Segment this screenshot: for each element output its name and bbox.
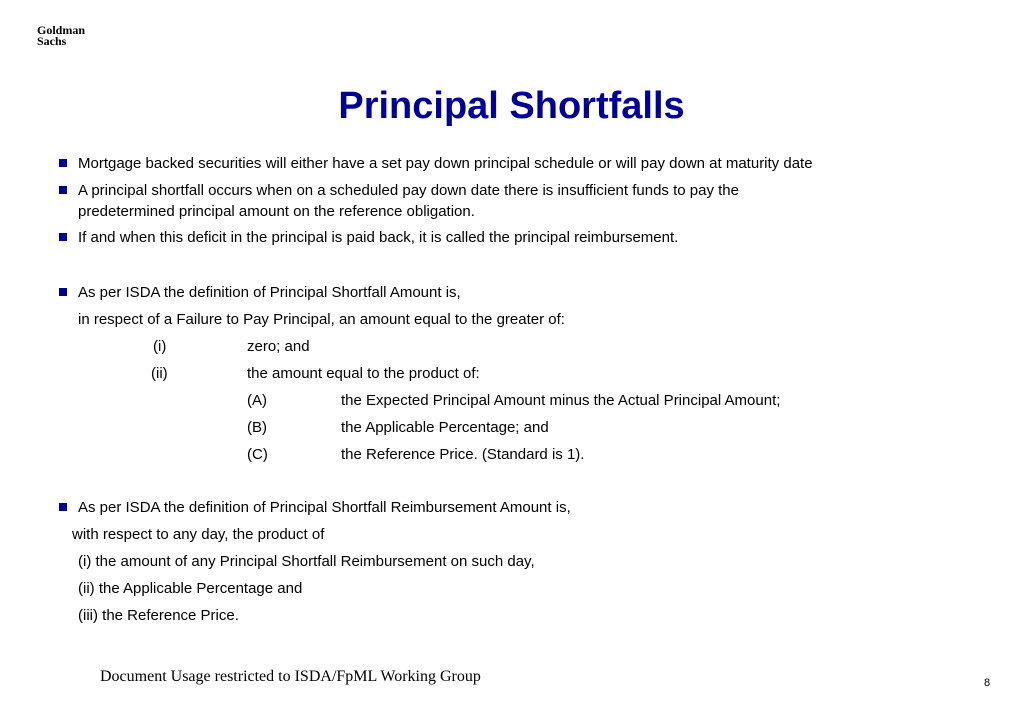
footer-usage-note: Document Usage restricted to ISDA/FpML Working Group [100,668,481,685]
bullet-square-icon [59,159,67,167]
goldman-sachs-logo [37,23,97,49]
shortfall-subitem-label-a: (A) [247,392,267,409]
bullet-square-icon [59,233,67,241]
shortfall-intro: in respect of a Failure to Pay Principal, an amount equal to the greater of: [78,311,565,328]
shortfall-item-text-1: zero; and [247,338,310,355]
reimbursement-heading: As per ISDA the definition of Principal Shortfall Reimbursement Amount is, [78,499,571,516]
logo-line-1: Goldman [37,23,86,37]
shortfall-subitem-label-c: (C) [247,446,268,463]
bullet-square-icon [59,503,67,511]
logo-line-2: Sachs [37,34,67,48]
shortfall-subitem-text-b: the Applicable Percentage; and [341,419,549,436]
bullet-square-icon [59,186,67,194]
page-title: Principal Shortfalls [338,85,685,127]
reimbursement-intro: with respect to any day, the product of [72,526,325,543]
shortfall-item-label-1: (i) [153,338,167,355]
reimbursement-item-3: (iii) the Reference Price. [78,607,239,624]
reimbursement-item-2: (ii) the Applicable Percentage and [78,580,303,597]
shortfall-item-label-2: (ii) [151,365,168,382]
shortfall-subitem-text-c: the Reference Price. (Standard is 1). [341,446,585,463]
shortfall-item-text-2: the amount equal to the product of: [247,365,480,382]
bullet-square-icon [59,288,67,296]
shortfall-heading: As per ISDA the definition of Principal Shortfall Amount is, [78,284,461,301]
shortfall-subitem-text-a: the Expected Principal Amount minus the Actual Principal Amount; [341,392,781,409]
page-number: 8 [984,677,991,689]
bullet-text-2-continued: predetermined principal amount on the reference obligation. [78,203,475,220]
shortfall-subitem-label-b: (B) [247,419,267,436]
bullet-text-2: A principal shortfall occurs when on a scheduled pay down date there is insufficient funds to pay the [78,182,739,199]
reimbursement-item-1: (i) the amount of any Principal Shortfall Reimbursement on such day, [78,553,535,570]
bullet-text-3: If and when this deficit in the principal is paid back, it is called the principal reimbursement. [78,229,679,246]
bullet-text-1: Mortgage backed securities will either have a set pay down principal schedule or will pay down at maturity date [78,155,813,172]
